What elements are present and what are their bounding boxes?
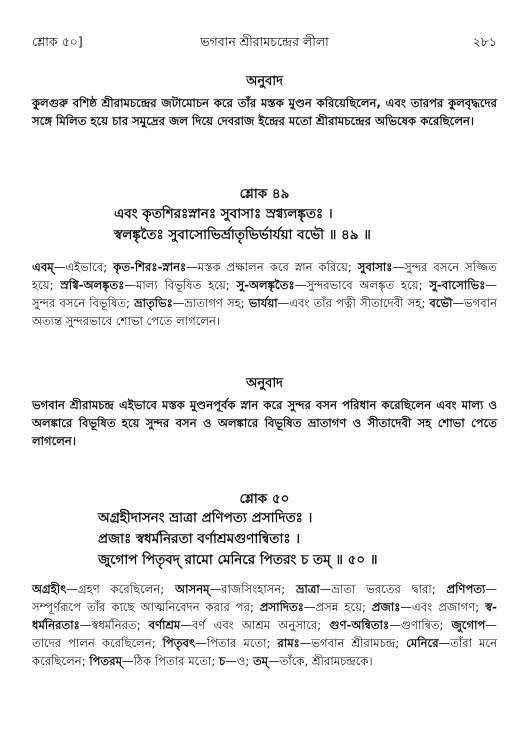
running-header xyxy=(32,34,497,54)
synonym-meaning: —তাঁকে, শ্রীরামচন্দ্রকে। xyxy=(268,654,373,668)
synonym-word: পিতরম্ xyxy=(89,654,123,668)
synonym-word: প্রসাদিতঃ xyxy=(259,600,304,614)
synonym-word: সু-অলঙ্কৃতৈঃ xyxy=(236,278,295,292)
synonym-word: রামঃ xyxy=(277,636,300,650)
verse-49-heading: শ্লোক ৪৯ xyxy=(239,186,290,202)
synonym-meaning: —এইভাবে; xyxy=(53,260,114,274)
synonym-word: সু-বাসোভিঃ xyxy=(429,278,486,292)
translation-heading-1: অনুবাদ xyxy=(246,74,283,89)
synonym-meaning: —ভ্রাতা ভরতের দ্বারা; xyxy=(319,582,447,596)
synonym-word: অগ্রহীৎ xyxy=(32,582,67,596)
verse-49-line-1: এবং কৃতশিরঃস্নানঃ সুবাসাঃ স্রগ্ব্যলঙ্কৃতঃ । xyxy=(114,206,333,222)
synonym-meaning: —গুণান্বিত; xyxy=(389,618,452,632)
synonym-meaning: —স্বধর্মনিরত; xyxy=(79,618,149,632)
synonym-meaning: —রাজসিংহাসন; xyxy=(209,582,297,596)
synonym-meaning: —বর্ণ এবং আশ্রম অনুসারে; xyxy=(180,618,330,632)
header-verse-ref: শ্লোক ৫০] xyxy=(32,34,83,49)
synonym-meaning: —মস্তক প্রক্ষালন করে স্নান করিয়ে; xyxy=(186,260,358,274)
synonym-word: প্রজাঃ xyxy=(371,600,401,614)
synonym-word: চ xyxy=(218,654,226,668)
synonym-meaning: —তাদের পালন করেছিলেন; xyxy=(32,618,497,650)
synonym-meaning: —ও; xyxy=(225,654,253,668)
verse-50-line-2: প্রজাঃ স্বধর্মনিরতা বর্ণাশ্রমগুণান্বিতাঃ । xyxy=(98,531,301,547)
synonym-meaning: —এবং প্রজাগণ; xyxy=(400,600,486,614)
verse-50-text xyxy=(32,508,497,571)
synonym-word: গুণ-অন্বিতাঃ xyxy=(329,618,390,632)
synonym-meaning: —সুন্দর বসনে বিভূষিত; xyxy=(32,278,498,310)
synonym-word: ভ্রাত্রা xyxy=(296,582,320,596)
verse-49-text xyxy=(32,204,497,246)
synonym-meaning: —সুন্দর বসনে সজ্জিত হয়ে; xyxy=(32,260,497,292)
header-chapter-title: ভগবান শ্রীরামচন্দ্রের লীলা xyxy=(200,34,329,49)
synonym-word: তম্ xyxy=(252,654,269,668)
synonym-word: ভার্যয়া xyxy=(248,296,278,310)
synonym-word: কৃত-শিরঃ-স্নানঃ xyxy=(113,260,187,274)
synonym-meaning: —পিতার মতো; xyxy=(195,636,278,650)
synonyms-50 xyxy=(32,580,497,670)
synonym-meaning: —প্রসন্ন হয়ে; xyxy=(303,600,372,614)
translation-paragraph-1: কুলগুরু বশিষ্ঠ শ্রীরামচন্দ্রের জটামোচন করে তাঁর মস্তক মুণ্ডন করিয়েছিলেন, এবং তারপর কুলবৃদ্ধদের সঙ্গে মিলিত হয়ে চার সমুদ্রের জল দিয়ে দেবরাজ ইন্দ্রের মতো শ্রীরামচন্দ্রের অভিষেক করেছিলেন। xyxy=(32,96,497,128)
synonym-word: পিতৃবৎ xyxy=(162,636,196,650)
synonym-word: মেনিরে xyxy=(406,636,439,650)
synonym-word: জুগোপ xyxy=(451,618,486,632)
synonym-meaning: —সুন্দরভাবে অলঙ্কৃত হয়ে; xyxy=(294,278,430,292)
page-number: ২৮১ xyxy=(472,34,497,49)
synonym-word: স্রগ্বি-অলঙ্কৃতঃ xyxy=(60,278,125,292)
synonym-word: আসনম্ xyxy=(175,582,210,596)
synonym-word: বভৌ xyxy=(429,296,453,310)
synonym-meaning: —ভগবান শ্রীরামচন্দ্র; xyxy=(299,636,407,650)
verse-50-line-1: অগ্রহীদাসনং ভ্রাত্রা প্রণিপত্য প্রসাদিতঃ । xyxy=(98,510,313,526)
synonym-meaning: —ঠিক পিতার মতো; xyxy=(122,654,219,668)
verse-50-heading: শ্লোক ৫০ xyxy=(239,491,290,507)
synonyms-49 xyxy=(32,258,497,330)
synonym-word: ভ্রাতৃভিঃ xyxy=(134,296,173,310)
synonym-word: স্ব-ধর্মনিরতাঃ xyxy=(32,600,497,632)
synonym-meaning: —গ্রহণ করেছিলেন; xyxy=(66,582,176,596)
synonym-meaning: —সম্পূর্ণরূপে তাঁর কাছে আত্মনিবেদন করার পর; xyxy=(32,582,497,614)
verse-49-line-2: স্বলঙ্কৃতৈঃ সুবাসোভির্ভ্রাতৃভির্ভার্যয়া বভৌ ॥ ৪৯ ॥ xyxy=(114,227,371,243)
synonym-word: প্রণিপত্য xyxy=(446,582,486,596)
translation-heading-2: অনুবাদ xyxy=(246,376,283,391)
synonym-meaning: —ভগবান অত্যন্ত সুন্দরভাবে শোভা পেতে লাগলেন। xyxy=(32,296,498,328)
synonym-meaning: —মাল্য বিভূষিত হয়ে; xyxy=(124,278,237,292)
synonym-meaning: —ভ্রাতাগণ সহ; xyxy=(172,296,249,310)
synonym-word: এবম্ xyxy=(32,260,54,274)
synonym-word: বর্ণাশ্রম xyxy=(148,618,181,632)
synonym-word: সুবাসাঃ xyxy=(357,260,393,274)
synonym-meaning: —এবং তাঁর পত্নী সীতাদেবী সহ; xyxy=(277,296,430,310)
synonym-meaning: —তাঁরা মনে করেছিলেন; xyxy=(32,636,498,668)
verse-50-line-3: জুগোপ পিতৃবদ্ রামো মেনিরে পিতরং চ তম্ ॥ ৫০ ॥ xyxy=(98,552,378,568)
translation-paragraph-2: ভগবান শ্রীরামচন্দ্র এইভাবে মস্তক মুণ্ডনপূর্বক স্নান করে সুন্দর বসন পরিধান করেছিলেন এবং মাল্য ও অলঙ্কারে বিভূষিত হয়ে সুন্দর বসন ও অলঙ্কারে বিভূষিত ভ্রাতাগণ ও সীতাদেবী সহ শোভা পেতে লাগলেন। xyxy=(32,398,497,448)
